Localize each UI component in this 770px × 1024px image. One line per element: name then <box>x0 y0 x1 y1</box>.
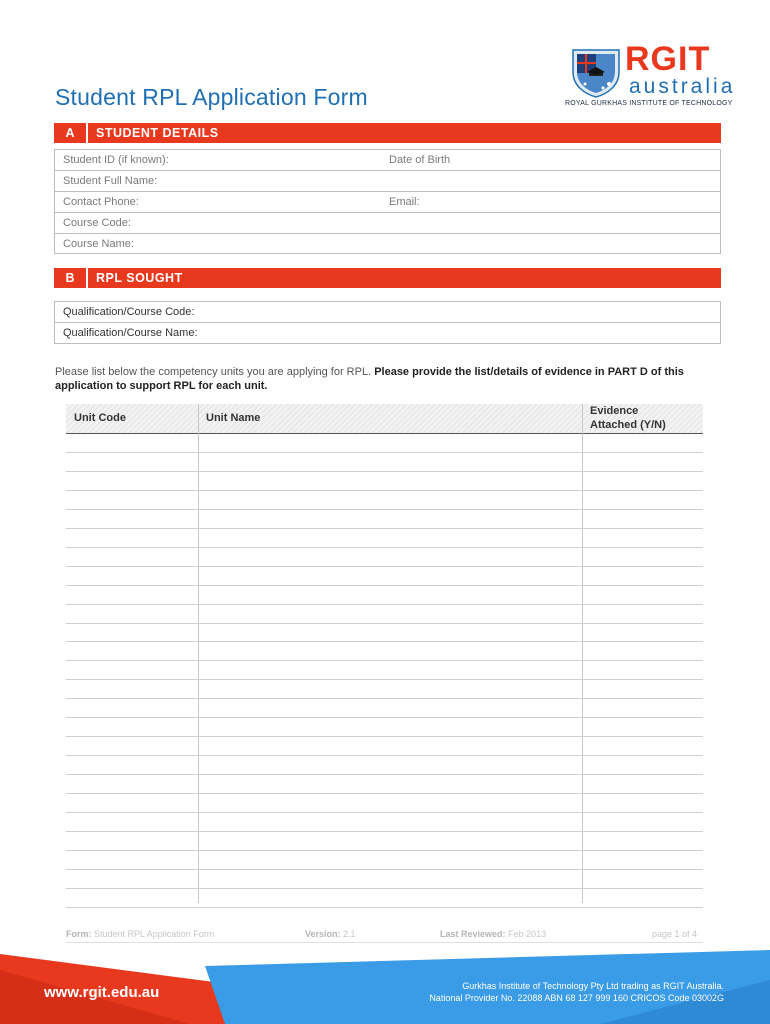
reviewed-value: Feb 2013 <box>508 929 547 939</box>
table-row-line <box>66 604 703 605</box>
section-a-header <box>54 123 721 143</box>
form-meta-reviewed <box>440 929 546 939</box>
logo-brand: RGIT <box>625 40 711 78</box>
table-row-line <box>66 736 703 737</box>
section-b-letter: B <box>54 268 88 288</box>
email-label: Email: <box>389 196 420 208</box>
student-id-label: Student ID (if known): <box>63 154 169 166</box>
table-row-line <box>66 452 703 453</box>
footer-website-link[interactable]: www.rgit.edu.au <box>44 984 160 1001</box>
section-a-title: STUDENT DETAILS <box>96 126 219 140</box>
footer-band <box>0 940 770 1024</box>
table-row-line <box>66 660 703 661</box>
course-name-row[interactable] <box>54 234 721 254</box>
full-name-row[interactable] <box>54 171 721 192</box>
table-row-line <box>66 679 703 680</box>
section-b-title: RPL SOUGHT <box>96 271 183 285</box>
instruction-plain: Please list below the competency units you are applying for RPL. <box>55 366 372 378</box>
table-row-line <box>66 831 703 832</box>
version-label: Version: <box>305 929 341 939</box>
rgit-logo <box>563 40 736 110</box>
form-meta-version <box>305 929 356 939</box>
unit-table-header <box>66 404 703 434</box>
column-divider <box>198 404 199 903</box>
logo-sub: australia <box>629 75 736 98</box>
table-row-line <box>66 869 703 870</box>
footer-info <box>429 980 724 1004</box>
table-row-line <box>66 755 703 756</box>
form-value: Student RPL Application Form <box>94 929 215 939</box>
table-row-line <box>66 566 703 567</box>
phone-label: Contact Phone: <box>63 196 139 208</box>
qual-code-label: Qualification/Course Code: <box>63 306 195 318</box>
page-title: Student RPL Application Form <box>55 84 368 110</box>
table-row-line <box>66 490 703 491</box>
table-row-line <box>66 641 703 642</box>
dob-label: Date of Birth <box>389 154 451 166</box>
table-row-line <box>66 717 703 718</box>
instruction-bold: Please provide the list/details of evidence in PART D of this application to support RPL for each unit. <box>55 366 684 392</box>
table-row-line <box>66 509 703 510</box>
qual-name-row[interactable] <box>54 323 721 344</box>
table-row-line <box>66 585 703 586</box>
course-name-label: Course Name: <box>63 237 134 250</box>
crest-icon <box>569 46 623 98</box>
unit-code-header: Unit Code <box>74 412 126 424</box>
course-code-row[interactable] <box>54 213 721 234</box>
column-divider <box>582 404 583 903</box>
reviewed-label: Last Reviewed: <box>440 929 506 939</box>
section-a-letter: A <box>54 123 88 143</box>
table-row-line <box>66 888 703 889</box>
table-row-line <box>66 812 703 813</box>
table-row-line <box>66 528 703 529</box>
table-row-line <box>66 471 703 472</box>
footer-info-line1: Gurkhas Institute of Technology Pty Ltd trading as RGIT Australia. <box>462 981 724 991</box>
student-id-row[interactable] <box>54 149 721 171</box>
unit-name-header: Unit Name <box>206 412 261 424</box>
instruction-text <box>55 365 725 393</box>
full-name-label: Student Full Name: <box>63 175 158 187</box>
evidence-header-line2: Attached (Y/N) <box>590 419 666 431</box>
table-row-line <box>66 774 703 775</box>
table-row-line <box>66 793 703 794</box>
version-value: 2.1 <box>343 929 356 939</box>
logo-tagline: ROYAL GURKHAS INSTITUTE OF TECHNOLOGY <box>565 100 733 107</box>
table-row-line <box>66 547 703 548</box>
table-row-line <box>66 907 703 908</box>
qual-code-row[interactable] <box>54 301 721 323</box>
table-row-line <box>66 623 703 624</box>
contact-row[interactable] <box>54 192 721 213</box>
footer-info-line2: National Provider No. 22088 ABN 68 127 999 160 CRICOS Code 03002G <box>429 993 724 1003</box>
evidence-header-line1: Evidence <box>590 405 639 417</box>
page-number: page 1 of 4 <box>652 929 698 939</box>
table-row-line <box>66 850 703 851</box>
course-code-label: Course Code: <box>63 217 131 229</box>
form-meta-name <box>66 929 214 939</box>
qual-name-label: Qualification/Course Name: <box>63 327 198 339</box>
table-row-line <box>66 698 703 699</box>
form-label: Form: <box>66 929 92 939</box>
section-b-header <box>54 268 721 288</box>
